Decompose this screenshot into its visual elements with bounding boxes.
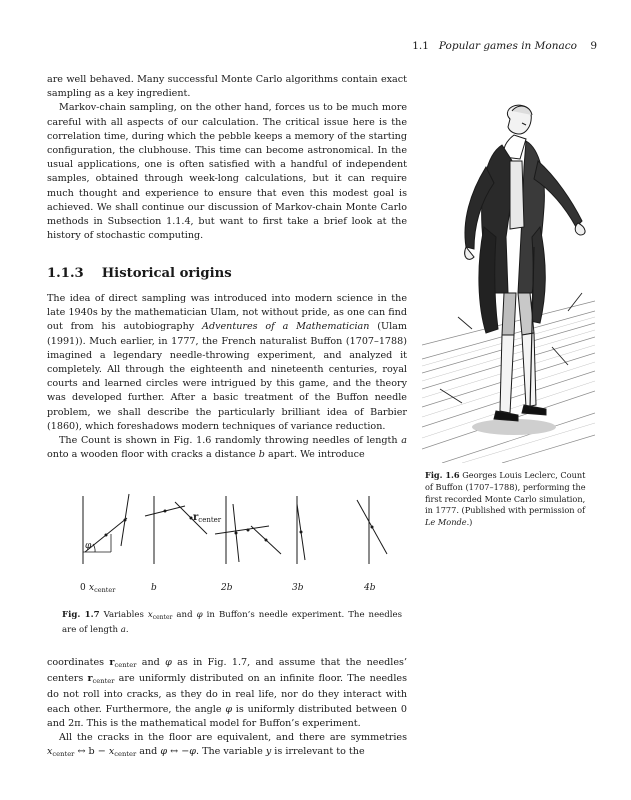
page-number: 9 xyxy=(590,40,597,52)
needle-center-2 xyxy=(124,519,127,522)
after-p1-r: r xyxy=(109,657,115,668)
after-p1-phi2: φ xyxy=(225,703,233,715)
figure-1-6-caption xyxy=(425,470,595,529)
tick-x-center: $x_{center}$ xyxy=(89,583,116,594)
tick-3b: 3b xyxy=(292,583,304,593)
after-p1-r2-sub: center xyxy=(92,677,115,686)
after-p2-phi: φ ↔ −φ xyxy=(160,746,196,758)
figure-1-6-source: Le Monde xyxy=(425,517,467,528)
needle-center-5 xyxy=(235,532,238,535)
after-paragraph-1 xyxy=(47,656,407,731)
after-p1-e: is uniformly distributed between 0 and 2π. This is the mathematical model for Buffon’s experiment. xyxy=(47,703,407,729)
intro-paragraph-1: are well behaved. Many successful Monte Carlo algorithms contain exact sampling as a key ingredient. xyxy=(47,74,407,100)
needle-center-7 xyxy=(265,539,268,542)
after-p2-x2-sub: center xyxy=(114,750,137,759)
figure-shadow xyxy=(472,419,556,435)
needle-center-8 xyxy=(300,531,303,534)
after-p2-a: All the cracks in the floor are equivalent, and there are symmetries xyxy=(59,732,407,744)
caption-end: . xyxy=(125,625,129,635)
phi-arc xyxy=(93,544,95,552)
label-r-center: $r_{center}$ xyxy=(193,512,222,524)
tick-4b: 4b xyxy=(364,583,376,593)
needle-center-3 xyxy=(164,510,167,513)
after-p2-b: ↔ b − xyxy=(74,746,109,758)
history-p1-part-a: The idea of direct sampling was introduced into modern science in the late 1940s by the mathematician Ulam, not without pride, as one can find out from his autobiography xyxy=(47,293,407,333)
needle-center-1 xyxy=(105,534,108,537)
label-phi: φ xyxy=(85,541,92,551)
history-p1-part-b: (Ulam (1991)). Much earlier, in 1777, the French naturalist Buffon (1707–1788) imagined a legendary needle-throwing experiment, and analyzed it completely. All through the eighteenth and nineteenth centuries, royal courts and learned circles were intrigued by this game, and the theory was developed further. After a basic treatment of the Buffon needle problem, we shall describe the particularly brilliant idea of Barbier (1860), which foreshadows modern techniques of variance reduction. xyxy=(47,321,407,432)
running-head-section: 1.1 xyxy=(412,40,429,52)
running-head xyxy=(412,40,597,52)
section-heading xyxy=(47,266,232,281)
var-a: a xyxy=(401,435,407,447)
after-p2-c: and xyxy=(136,746,161,758)
caption-phi: φ xyxy=(196,610,203,620)
needle-6 xyxy=(215,526,269,534)
tick-b: b xyxy=(151,583,157,593)
after-p1-phi: φ xyxy=(165,657,172,668)
after-figure-text xyxy=(47,656,407,761)
figure-1-7-label: Fig. 1.7 xyxy=(62,610,100,620)
tick-2b: 2b xyxy=(221,583,233,593)
intro-paragraph-2: Markov-chain sampling, on the other hand, forces us to be much more careful with all aspects of our calculation. The critical issue here is the correlation time, during which the pebble keeps a memory of the starting configuration, the clubhouse. This time can become astronomical. In the usual applications, one is often satisfied with a handful of independent samples, obtained through week-long calculations, but it can require much thought and experience to ensure that even this modest goal is achieved. We shall continue our discussion of Markov-chain Monte Carlo methods in Subsection 1.1.4, but want to first take a brief look at the history of stochastic computing. xyxy=(47,102,407,242)
caption-part-c: in Buffon’s needle experiment. The needles are of length xyxy=(62,610,403,635)
after-p1-d: are uniformly distributed on an infinite floor. The needles do not roll into cracks, as they do in real life, nor do they interact with each other. Furthermore, the angle xyxy=(47,673,407,715)
needle-center-9 xyxy=(371,526,374,529)
figure-1-7-caption xyxy=(62,609,402,637)
caption-length-var: a xyxy=(120,625,126,635)
after-p2-x2: x xyxy=(108,746,115,758)
after-p2-d: . The variable xyxy=(195,746,266,758)
history-text xyxy=(47,292,407,462)
caption-x-sub: center xyxy=(152,614,173,621)
caption-part-b: and xyxy=(172,610,197,620)
running-head-title: Popular games in Monaco xyxy=(438,40,577,52)
history-p2-part-a: The Count is shown in Fig. 1.6 randomly throwing needles of length xyxy=(59,435,402,447)
figure-1-7 xyxy=(47,490,407,598)
figure-1-6-label: Fig. 1.6 xyxy=(425,470,460,480)
after-p2-y: y xyxy=(265,746,272,758)
history-paragraph-2 xyxy=(47,434,407,462)
var-b: b xyxy=(258,449,265,461)
after-p2-x-sub: center xyxy=(52,750,75,759)
buffon-portrait-drawing xyxy=(422,97,595,463)
after-p1-b: and xyxy=(136,657,166,668)
after-p1-r-sub: center xyxy=(114,661,137,669)
figure-1-6-illustration xyxy=(422,97,595,463)
caption-part-a: Variables xyxy=(99,610,148,620)
after-p2-e: is irrelevant to the xyxy=(271,746,365,758)
after-p1-c: as in Fig. 1.7, and assume that the needles’ centers xyxy=(47,657,408,685)
after-paragraph-2 xyxy=(47,731,407,761)
history-paragraph-1 xyxy=(47,292,407,434)
history-p2-part-c: apart. We introduce xyxy=(264,449,365,461)
after-p1-a: coordinates xyxy=(47,657,110,668)
history-p2-part-b: onto a wooden floor with cracks a distance xyxy=(47,449,259,461)
intro-text xyxy=(47,73,407,243)
after-p1-r2: r xyxy=(87,673,93,685)
book-title: Adventures of a Mathematician xyxy=(202,321,370,333)
section-title: Historical origins xyxy=(101,266,232,281)
figure-1-6-caption-text: Georges Louis Leclerc, Count of Buffon (1707–1788), performing the first recorded Monte Carlo simulation, in 1777. (Published with permission of xyxy=(425,470,586,516)
needle-center-6 xyxy=(247,529,250,532)
section-number: 1.1.3 xyxy=(47,266,84,281)
caption-x: x xyxy=(147,610,153,620)
tick-0: 0 xyxy=(80,583,86,593)
after-p2-x: x xyxy=(47,746,53,758)
figure-1-6-caption-end: .) xyxy=(466,517,473,528)
needle-diagram xyxy=(47,490,407,598)
